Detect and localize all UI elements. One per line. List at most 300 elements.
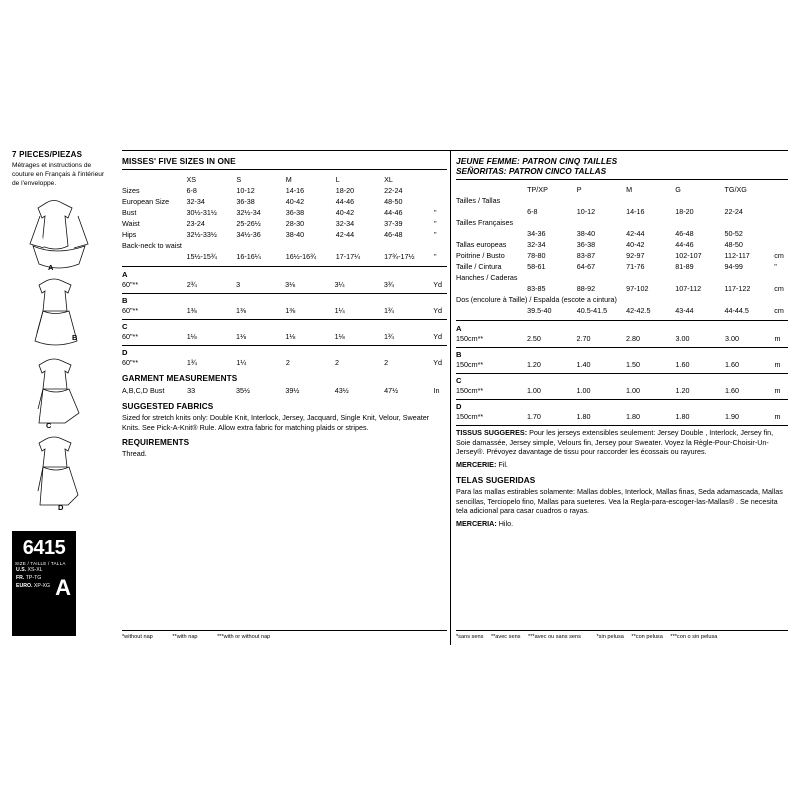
table-row (122, 305, 447, 316)
header-m: M (285, 175, 292, 184)
cell-unit: Yd (433, 306, 443, 315)
cell: 40-42 (626, 240, 645, 249)
header-blank (122, 174, 186, 185)
table-row (122, 218, 447, 229)
cell: 33 (187, 386, 196, 395)
cell: 44-46 (384, 208, 403, 217)
table-row (122, 385, 447, 396)
cell: 88-92 (576, 284, 596, 293)
cell: 92-97 (626, 251, 645, 260)
cell: 25-26½ (236, 219, 261, 228)
figure-list (12, 195, 122, 515)
cell: 78-80 (527, 251, 546, 260)
table-row (456, 206, 788, 217)
header-g: G (675, 185, 681, 194)
cell: 6-8 (527, 207, 538, 216)
cell: 48-50 (724, 240, 743, 249)
cell: 18-20 (675, 207, 694, 216)
rule (456, 373, 788, 374)
cell: 22-24 (724, 207, 743, 216)
row-label: Hips (122, 230, 137, 239)
cell: 1.60 (725, 386, 739, 395)
cell: 32-34 (186, 197, 205, 206)
rule (122, 345, 447, 346)
cell: 107-112 (675, 284, 702, 293)
table-row (122, 251, 447, 262)
view-d-letter: D (122, 348, 128, 357)
cell: 15½-15¾ (186, 252, 217, 261)
table-row (456, 333, 788, 344)
cell: 112-117 (724, 251, 750, 260)
table-row (456, 411, 788, 422)
cell-unit (774, 206, 788, 217)
row-label: Back-neck to waist (122, 241, 182, 250)
cell: 47½ (384, 386, 399, 395)
pattern-number-tag (12, 531, 76, 636)
header-s: S (236, 175, 242, 184)
cell-unit (774, 195, 788, 206)
header-p: P (576, 185, 582, 194)
cell: 1⅜ (285, 306, 296, 315)
merceria-title: MERCERIA: (456, 519, 497, 529)
cell: 40.5-41.5 (576, 306, 608, 315)
cell: 1.80 (625, 412, 640, 421)
cell: 44-44.5 (724, 306, 749, 315)
cell: 1⅛ (285, 332, 296, 341)
cell-unit (774, 239, 788, 250)
cell: 35½ (236, 386, 251, 395)
table-row (122, 357, 447, 368)
cell-unit (434, 196, 447, 207)
cell: 44-46 (675, 240, 694, 249)
yardage-table-b (122, 305, 447, 316)
fabric-width: 150cm** (456, 412, 484, 421)
cell (577, 272, 626, 283)
cell: 40-42 (335, 208, 355, 217)
cell: 36-38 (285, 208, 305, 217)
yardage-table-a (122, 279, 447, 290)
cell-unit: " (434, 252, 437, 261)
intl-view-d-letter: D (456, 402, 462, 411)
rule (122, 266, 447, 267)
row-label (122, 251, 186, 262)
cell: 14-16 (626, 207, 645, 216)
cell (675, 217, 724, 228)
cell: 1.20 (526, 360, 541, 369)
cell (577, 195, 626, 206)
cell-unit (774, 272, 788, 283)
cell: 36-38 (576, 240, 596, 249)
intl-yardage-table-b (456, 359, 788, 370)
cell-unit (774, 217, 788, 228)
cell-unit: Yd (433, 280, 443, 289)
cell: 1¾ (383, 332, 394, 341)
table-row (456, 250, 788, 261)
cell: 1.70 (526, 412, 541, 421)
cell: 42-44 (335, 230, 355, 239)
figure-d (12, 435, 112, 515)
cell: 32-34 (335, 219, 355, 228)
cell-unit (774, 228, 788, 239)
cell: 46-48 (384, 230, 403, 239)
header-m: M (626, 185, 633, 194)
suggested-fabrics-body: Sized for stretch knits only: Double Knit, Interlock, Jersey, Jacquard, Single Knit, Velour, Sweater Knits. See Pick-A-Knit® Rule. Allow extra fabric for matching plaids or stripes. (122, 413, 430, 432)
size-val-euro: XP-XG (33, 582, 51, 589)
cell: 50-52 (724, 229, 743, 238)
cell: 1⅜ (186, 306, 197, 315)
view-c-letter: C (122, 322, 128, 331)
table-header-row (456, 184, 788, 195)
english-size-table (122, 174, 447, 262)
cell (626, 272, 675, 283)
cell: 43-44 (675, 306, 694, 315)
table-row (456, 195, 788, 206)
cell-unit: cm (774, 284, 784, 293)
table-row (122, 240, 447, 251)
cell: 16½-16¾ (285, 252, 317, 261)
cell: 16-16¼ (236, 252, 261, 261)
table-header-row (122, 174, 447, 185)
cell: 22-24 (384, 186, 403, 195)
size-key-euro: EURO. (16, 582, 33, 589)
row-label: Hanches / Caderas (456, 273, 518, 282)
rule (456, 347, 788, 348)
requirements-body: Thread. (122, 449, 147, 459)
french-title: JEUNE FEMME: PATRON CINQ TAILLES (456, 156, 618, 166)
cell: 30½-31½ (186, 208, 217, 217)
footnote-avec-sens: **avec sens (490, 634, 521, 640)
cell: 14-16 (285, 186, 305, 195)
cell: 1⅛ (186, 332, 197, 341)
size-val-fr: TP-TG (25, 574, 42, 581)
cell: 38-40 (285, 230, 305, 239)
table-row (456, 228, 788, 239)
cell: 10-12 (576, 207, 596, 216)
cell: 1⅛ (334, 332, 345, 341)
cell: 64-67 (576, 262, 596, 271)
cell: 1⅛ (236, 332, 246, 341)
cell: 37-39 (384, 219, 403, 228)
row-label: A,B,C,D Bust (122, 386, 165, 395)
view-b-letter: B (122, 296, 128, 305)
cell-unit: " (434, 219, 437, 228)
cell: 18-20 (335, 186, 355, 195)
table-row (122, 331, 447, 342)
header-unit (774, 184, 788, 195)
footnote-with-or-without-nap: ***with or without nap (217, 634, 271, 640)
cell-unit: cm (774, 251, 784, 260)
size-val-us: XS-XL (27, 567, 43, 573)
cell: 1¼ (236, 358, 247, 367)
cell-unit: m (774, 360, 781, 369)
row-label: Dos (encolure à Taille) / Espalda (escote a cintura) (456, 295, 617, 304)
table-row (456, 294, 788, 305)
cell: 38-40 (576, 229, 596, 238)
cell: 32½-34 (236, 208, 261, 217)
fabric-width: 150cm** (456, 386, 484, 395)
cell: 3¼ (334, 280, 345, 289)
cell (527, 272, 577, 283)
size-key-fr: FR. (16, 574, 25, 581)
size-line-us (16, 567, 52, 575)
row-label (456, 228, 527, 239)
cell-unit: Yd (433, 358, 443, 367)
footnote-with-nap: **with nap (172, 634, 198, 640)
cell: 2.50 (526, 334, 541, 343)
cell: 1.80 (576, 412, 591, 421)
row-label: Tailles / Tallas (456, 196, 501, 205)
figure-label-a: A (48, 262, 54, 272)
fabric-width: 60"** (122, 358, 139, 367)
cell (577, 217, 626, 228)
header-xs: XS (186, 175, 197, 184)
footnote-con-o-sin-pelusa: ***con o sin pelusa (670, 634, 718, 640)
cell: 23-24 (186, 219, 205, 228)
pattern-number: 6415 (22, 537, 66, 559)
row-label: Sizes (122, 186, 140, 195)
size-key-us: U.S. (16, 567, 27, 573)
cell (626, 217, 675, 228)
mercerie-body: Fil. (498, 460, 508, 470)
cell: 32-34 (527, 240, 546, 249)
fabric-width: 60"** (122, 332, 139, 341)
english-title: MISSES' FIVE SIZES IN ONE (122, 156, 447, 170)
illustration-column (12, 150, 122, 515)
intl-yardage-table-d (456, 411, 788, 422)
cell: 2.80 (625, 334, 640, 343)
header-l: L (335, 175, 340, 184)
footnote-without-nap: *without nap (122, 634, 153, 640)
tissus-suggeres (456, 428, 788, 457)
cell: 43½ (334, 386, 349, 395)
row-label: Taille / Cintura (456, 262, 502, 271)
fabric-width: 60"** (122, 306, 139, 315)
cell: 102-107 (675, 251, 702, 260)
header-tg-xg: TG/XG (724, 185, 747, 194)
cell: 71-76 (626, 262, 645, 271)
rule (122, 319, 447, 320)
intl-footnotes (456, 630, 788, 640)
cell-unit: m (774, 412, 781, 421)
cell: 39½ (285, 386, 300, 395)
cell: 32½-33½ (186, 230, 217, 239)
cell-unit: " (434, 208, 437, 217)
cell: 17¾-17½ (384, 252, 415, 261)
row-label: Bust (122, 208, 137, 217)
intl-view-a-letter: A (456, 324, 462, 333)
cell-unit: " (774, 262, 777, 271)
row-label (456, 206, 527, 217)
cell-unit: m (774, 386, 781, 395)
cell: 83-85 (527, 284, 546, 293)
tissus-suggeres-body: Pour les jerseys extensibles seulement: Jersey Double , Interlock, Jersey fin, Soie damassée, Jersey simple, Velours fin, Jersey pour Sweater. Voyez la Règle-Pour-Choisir-Un-Jersey®. Prévoyez davantage de tissu pour raccorder les écossais ou rayures. (456, 428, 774, 457)
intl-size-table (456, 184, 788, 316)
rule (456, 320, 788, 321)
cell: 1¾ (383, 306, 394, 315)
cell: 42-42.5 (626, 306, 651, 315)
cell (527, 217, 577, 228)
rule (122, 293, 447, 294)
top-rule (122, 150, 788, 151)
column-divider (450, 150, 451, 645)
garment-sketch-a (12, 195, 112, 275)
table-row (456, 359, 788, 370)
size-lines (16, 567, 52, 590)
cell (626, 195, 675, 206)
cell (675, 272, 724, 283)
cell-unit (434, 185, 447, 196)
spanish-title: SEÑORITAS: PATRON CINCO TALLAS (456, 166, 788, 180)
cell (725, 217, 775, 228)
cell: 83-87 (576, 251, 596, 260)
cell: 42-44 (626, 229, 645, 238)
french-note: Métrages et instructions de couture en Français à l'intérieur de l'enveloppe. (12, 162, 105, 187)
rule (456, 425, 788, 426)
row-label: Poitrine / Busto (456, 251, 505, 260)
merceria (456, 519, 788, 529)
table-row (456, 217, 788, 228)
cell: 1.80 (675, 412, 690, 421)
rule (456, 399, 788, 400)
intl-view-c-letter: C (456, 376, 462, 385)
row-label: Waist (122, 219, 140, 228)
cell: 1.00 (625, 386, 640, 395)
cell: 2 (285, 358, 290, 367)
footnote-avec-ou-sans-sens: ***avec ou sans sens (528, 634, 581, 640)
cell: 3⅛ (285, 280, 296, 289)
cell: 2 (335, 358, 339, 367)
table-row (456, 261, 788, 272)
cell: 1.00 (576, 386, 591, 395)
figure-c (12, 355, 112, 435)
row-label: European Size (122, 197, 170, 206)
tissus-suggeres-title: TISSUS SUGGERES: (456, 428, 528, 437)
yardage-table-c (122, 331, 447, 342)
cell: 58-61 (527, 262, 546, 271)
cell: 17-17¼ (335, 252, 361, 261)
row-label (456, 283, 527, 294)
cell: 1.60 (725, 360, 739, 369)
figure-a (12, 195, 112, 275)
cell: 6-8 (186, 186, 197, 195)
table-row (122, 185, 447, 196)
cell: 34-36 (527, 229, 546, 238)
figure-b (12, 275, 112, 355)
cell: 1.00 (526, 386, 541, 395)
table-row (456, 283, 788, 294)
cell: 10-12 (236, 186, 255, 195)
table-row (456, 239, 788, 250)
english-column (122, 156, 447, 459)
cell: 1¾ (186, 358, 197, 367)
cell: 48-50 (384, 197, 403, 206)
merceria-body: Hilo. (498, 519, 514, 529)
cell: 3 (236, 280, 241, 289)
cell (675, 195, 724, 206)
row-label (456, 305, 527, 316)
garment-sketch-c (12, 355, 112, 435)
intl-view-b-letter: B (456, 350, 462, 359)
fabric-width: 60"** (122, 280, 139, 289)
cell: 3.00 (675, 334, 690, 343)
garment-sketch-b (12, 275, 112, 355)
cell: 117-122 (724, 284, 751, 293)
header-blank (456, 184, 527, 195)
size-word: SIZE / TAILLE / TALLA (15, 561, 66, 566)
telas-sugeridas-title: TELAS SUGERIDAS (456, 475, 536, 485)
table-row (122, 207, 447, 218)
footnote-sin-pelusa: *sin pelusa (596, 634, 624, 640)
cell-unit: " (434, 230, 437, 239)
header-xl: XL (384, 175, 393, 184)
header-tp-xp: TP/XP (527, 185, 548, 194)
cell: 40-42 (285, 197, 305, 206)
cell: 1.40 (576, 360, 591, 369)
table-row (456, 385, 788, 396)
cell (725, 195, 775, 206)
yardage-table-d (122, 357, 447, 368)
requirements-title: REQUIREMENTS (122, 438, 190, 448)
english-footnotes (122, 630, 447, 640)
cell: 1¼ (334, 306, 345, 315)
cell: 1.60 (675, 360, 690, 369)
cell-unit: cm (774, 306, 784, 315)
cell-unit: m (774, 334, 781, 343)
pieces-count: 7 PIECES/PIEZAS (12, 150, 83, 159)
garment-measurements-title: GARMENT MEASUREMENTS (122, 374, 238, 383)
view-a-letter: A (122, 270, 128, 279)
cell: 3.00 (725, 334, 739, 343)
cell-unit: Yd (433, 332, 443, 341)
cell: 2 (384, 358, 389, 367)
cell: 2¾ (186, 280, 197, 289)
fabric-width: 150cm** (456, 334, 484, 343)
cell: 46-48 (675, 229, 694, 238)
footnote-sans-sens: *sans sens (456, 634, 484, 640)
figure-label-b: B (72, 332, 78, 342)
table-row (122, 196, 447, 207)
cell: 1.20 (675, 386, 690, 395)
fabric-width: 150cm** (456, 360, 484, 369)
mercerie (456, 460, 788, 470)
cell: 28-30 (285, 219, 305, 228)
cell: 34½-36 (236, 230, 261, 239)
cell: 3¾ (383, 280, 394, 289)
cell: 1⅜ (236, 306, 246, 315)
table-row (122, 229, 447, 240)
suggested-fabrics-title: SUGGESTED FABRICS (122, 402, 214, 411)
cell: 81-89 (675, 262, 694, 271)
cell: 97-102 (626, 284, 649, 293)
table-row (456, 305, 788, 316)
size-group-letter: A (55, 575, 71, 600)
international-column (456, 156, 788, 529)
mercerie-title: MERCERIE: (456, 460, 497, 470)
footnote-con-pelusa: **con pelusa (631, 634, 663, 640)
cell: 39.5-40 (527, 306, 552, 315)
telas-sugeridas-body: Para las mallas estirables solamente: Mallas dobles, Interlock, Mallas finas, Seda adamascada, Mallas sencillas, Terciopelo fino, Mallas para sueteres. Vea la Regla-para-escoger-las-Mallas® . Se necesita tela adicional para casar cuadros o rayas. (456, 486, 783, 516)
intl-yardage-table-a (456, 333, 788, 344)
cell-unit: In (433, 386, 440, 395)
cell: 36-38 (236, 197, 255, 206)
cell: 94-99 (724, 262, 743, 271)
cell: 1.90 (725, 412, 739, 421)
intl-yardage-table-c (456, 385, 788, 396)
size-line-fr (16, 575, 52, 583)
cell: 2.70 (576, 334, 591, 343)
figure-label-c: C (46, 420, 52, 430)
figure-label-d: D (58, 502, 64, 512)
